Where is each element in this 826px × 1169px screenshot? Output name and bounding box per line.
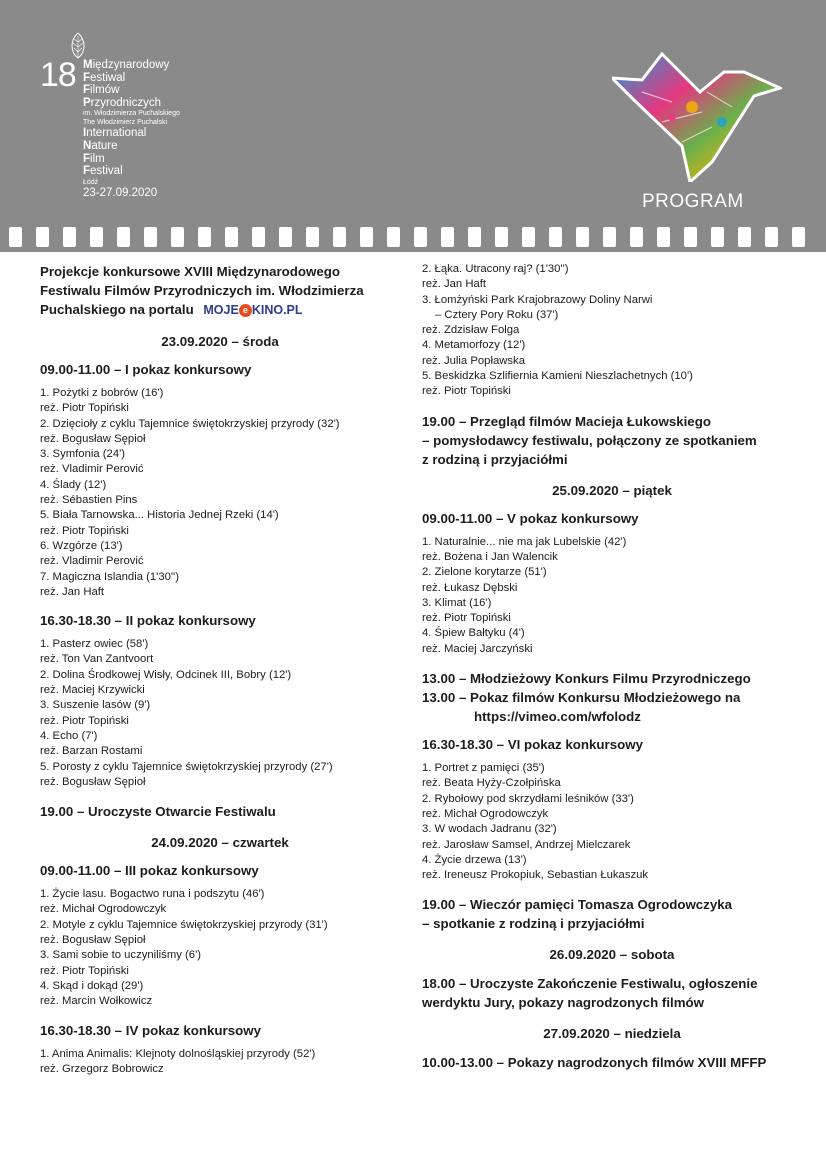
list-item: reż. Piotr Topiński: [422, 612, 511, 625]
list-item: – Cztery Pory Roku (37'): [435, 308, 559, 321]
list-item: 2. Łąka. Utracony raj? (1'30''): [422, 263, 569, 275]
list-item: reż. Maciej Krzywicki: [40, 684, 145, 697]
logo-line: Przyrodniczych: [83, 96, 161, 109]
film-list: [40, 386, 400, 600]
list-item: 2. Dolina Środkowej Wisły, Odcinek III, Bobry (12'): [40, 668, 292, 681]
mojekino-logo[interactable]: MOJE e KINO.PL: [203, 301, 302, 320]
list-item: 4. Ślady (12'): [40, 478, 107, 491]
list-item: reż. Zdzisław Folga: [422, 324, 520, 337]
list-item: reż. Bożena i Jan Walencik: [422, 550, 558, 563]
festival-logo: [40, 30, 240, 220]
list-item: reż. Łukasz Dębski: [422, 581, 518, 594]
logo-line: Film: [83, 152, 105, 165]
list-item: reż. Ireneusz Prokopiuk, Sebastian Łukaszuk: [422, 869, 649, 882]
day-heading: 23.09.2020 – środa: [161, 334, 279, 349]
bird-icon: [612, 52, 782, 182]
list-item: reż. Piotr Topiński: [40, 524, 129, 537]
list-item: reż. Grzegorz Bobrowicz: [40, 1062, 164, 1075]
vimeo-link[interactable]: https://vimeo.com/wfolodz: [474, 709, 641, 725]
list-item: 6. Wzgórze (13'): [40, 539, 123, 552]
event-youth: 13.00 – Młodzieżowy Konkurs Filmu Przyrodniczego 13.00 – Pokaz filmów Konkursu Młodzieżowego na https://vimeo.com/wfolodz: [422, 669, 802, 726]
film-list: [40, 1047, 400, 1078]
session-heading: 16.30-18.30 – II pokaz konkursowy: [40, 613, 256, 629]
list-item: reż. Bogusław Sępioł: [40, 432, 146, 445]
list-item: 1. Portret z pamięci (35'): [422, 762, 545, 775]
list-item: 1. Pożytki z bobrów (16'): [40, 387, 164, 399]
list-item: 3. Sami sobie to uczyniliśmy (6'): [40, 949, 201, 962]
list-item: reż. Piotr Topiński: [40, 714, 129, 727]
list-item: 4. Metamorfozy (12'): [422, 339, 526, 352]
event-opening: 19.00 – Uroczyste Otwarcie Festiwalu: [40, 804, 276, 820]
list-item: reż. Julia Popławska: [422, 354, 525, 367]
list-item: reż. Piotr Topiński: [422, 385, 511, 398]
list-item: 1. Anima Animalis: Klejnoty dolnośląskiej przyrody (52'): [40, 1047, 316, 1060]
list-item: 4. Życie drzewa (13'): [422, 853, 527, 866]
session-heading: 09.00-11.00 – V pokaz konkursowy: [422, 510, 639, 526]
list-item: 3. Klimat (16'): [422, 596, 492, 609]
logo-line: Międzynarodowy: [83, 59, 170, 71]
logo-line: Festiwal: [83, 71, 126, 84]
list-item: 3. Łomżyński Park Krajobrazowy Doliny Narwi: [422, 293, 653, 306]
list-item: reż. Vladimir Perović: [40, 463, 144, 476]
list-item: reż. Maciej Jarczyński: [422, 642, 533, 655]
film-list: [40, 637, 400, 790]
event-closing: 18.00 – Uroczyste Zakończenie Festiwalu, ogłoszenie werdyktu Jury, pokazy nagrodzonych filmów: [422, 976, 758, 1011]
list-item: 5. Biała Tarnowska... Historia Jednej Rzeki (14'): [40, 509, 279, 522]
list-item: reż. Jan Haft: [40, 585, 105, 598]
list-item: 4. Echo (7'): [40, 729, 98, 742]
event-lukowski: 19.00 – Przegląd filmów Macieja Łukowskiego – pomysłodawcy festiwalu, połączony ze spotkaniem z rodziną i przyjaciółmi: [422, 413, 757, 467]
list-item: 3. Suszenie lasów (9'): [40, 699, 151, 712]
list-item: 7. Magiczna Islandia (1'30''): [40, 570, 179, 583]
list-item: reż. Sébastien Pins: [40, 494, 138, 507]
list-item: reż. Bogusław Sępioł: [40, 934, 146, 947]
list-item: 1. Życie lasu. Bogactwo runa i podszytu (46'): [40, 888, 265, 901]
header-banner: [0, 0, 826, 222]
day-heading: 24.09.2020 – czwartek: [151, 835, 289, 851]
session-heading: 09.00-11.00 – III pokaz konkursowy: [40, 863, 259, 879]
session-heading: 16.30-18.30 – VI pokaz konkursowy: [422, 737, 643, 753]
session-heading: 09.00-11.00 – I pokaz konkursowy: [40, 362, 252, 377]
list-item: 4. Śpiew Bałtyku (4'): [422, 627, 525, 640]
left-column: [40, 262, 400, 1089]
patron-pl: im. Włodzimierza Puchalskiego: [83, 110, 180, 118]
list-item: 5. Beskidzka Szlifiernia Kamieni Nieszlachetnych (10'): [422, 370, 693, 383]
festival-dates: 23-27.09.2020: [83, 186, 158, 199]
list-item: 2. Rybołowy pod skrzydłami leśników (33'): [422, 792, 634, 805]
list-item: reż. Jarosław Samsel, Andrzej Mielczarek: [422, 838, 631, 851]
list-item: 2. Motyle z cyklu Tajemnice świętokrzyskiej przyrody (31'): [40, 918, 328, 931]
list-item: reż. Michał Ogrodowczyk: [40, 903, 167, 916]
list-item: reż. Michał Ogrodowczyk: [422, 807, 549, 820]
logo-line: Nature: [83, 139, 118, 152]
festival-name: [83, 59, 180, 199]
film-list: [422, 535, 802, 657]
list-item: 1. Naturalnie... nie ma jak Lubelskie (42'): [422, 535, 627, 548]
list-item: reż. Bogusław Sępioł: [40, 775, 146, 788]
list-item: reż. Barzan Rostami: [40, 745, 143, 758]
list-item: 2. Zielone korytarze (51'): [422, 566, 547, 579]
event-memory: 19.00 – Wieczór pamięci Tomasza Ogrodowczyka – spotkanie z rodziną i przyjaciółmi: [422, 897, 733, 932]
day-heading: 25.09.2020 – piątek: [552, 482, 672, 498]
list-item: reż. Marcin Wołkowicz: [40, 995, 153, 1008]
film-list: [422, 761, 802, 883]
intro-text: Projekcje konkursowe XVIII Międzynarodowego Festiwalu Filmów Przyrodniczych im. Włodzimierza Puchalskiego na portalu MOJE e KINO.PL: [40, 262, 400, 320]
list-item: 1. Pasterz owiec (58'): [40, 638, 149, 651]
patron-en: The Włodzimierz Puchalski: [83, 119, 168, 127]
list-item: 5. Porosty z cyklu Tajemnice świętokrzyskiej przyrody (27'): [40, 760, 333, 773]
day-heading: 26.09.2020 – sobota: [549, 947, 675, 963]
logo-line: International: [83, 127, 147, 140]
list-item: reż. Vladimir Perović: [40, 555, 144, 568]
list-item: reż. Ton Van Zantvoort: [40, 653, 154, 666]
list-item: reż. Piotr Topiński: [40, 402, 129, 415]
film-strip: [0, 222, 826, 252]
day-heading: 27.09.2020 – niedziela: [543, 1026, 681, 1042]
list-item: 3. W wodach Jadranu (32'): [422, 823, 557, 836]
film-list: [40, 887, 400, 1009]
film-list: [422, 262, 802, 400]
session-heading: 16.30-18.30 – IV pokaz konkursowy: [40, 1022, 261, 1038]
event-awarded: 10.00-13.00 – Pokazy nagrodzonych filmów XVIII MFFP: [422, 1055, 767, 1071]
program-label: PROGRAM: [642, 191, 744, 212]
list-item: 2. Dzięcioły z cyklu Tajemnice świętokrzyskiej przyrody (32'): [40, 417, 340, 430]
list-item: reż. Piotr Topiński: [40, 964, 129, 977]
right-column: [422, 262, 802, 1082]
logo-line: Festival: [83, 165, 123, 178]
logo-line: Filmów: [83, 84, 120, 97]
list-item: 3. Symfonia (24'): [40, 448, 126, 461]
city: Łódź: [83, 178, 99, 186]
list-item: reż. Beata Hyży-Czołpińska: [422, 777, 561, 790]
list-item: 4. Skąd i dokąd (29'): [40, 979, 144, 992]
festival-number: 18: [40, 56, 76, 94]
list-item: reż. Jan Haft: [422, 278, 487, 291]
